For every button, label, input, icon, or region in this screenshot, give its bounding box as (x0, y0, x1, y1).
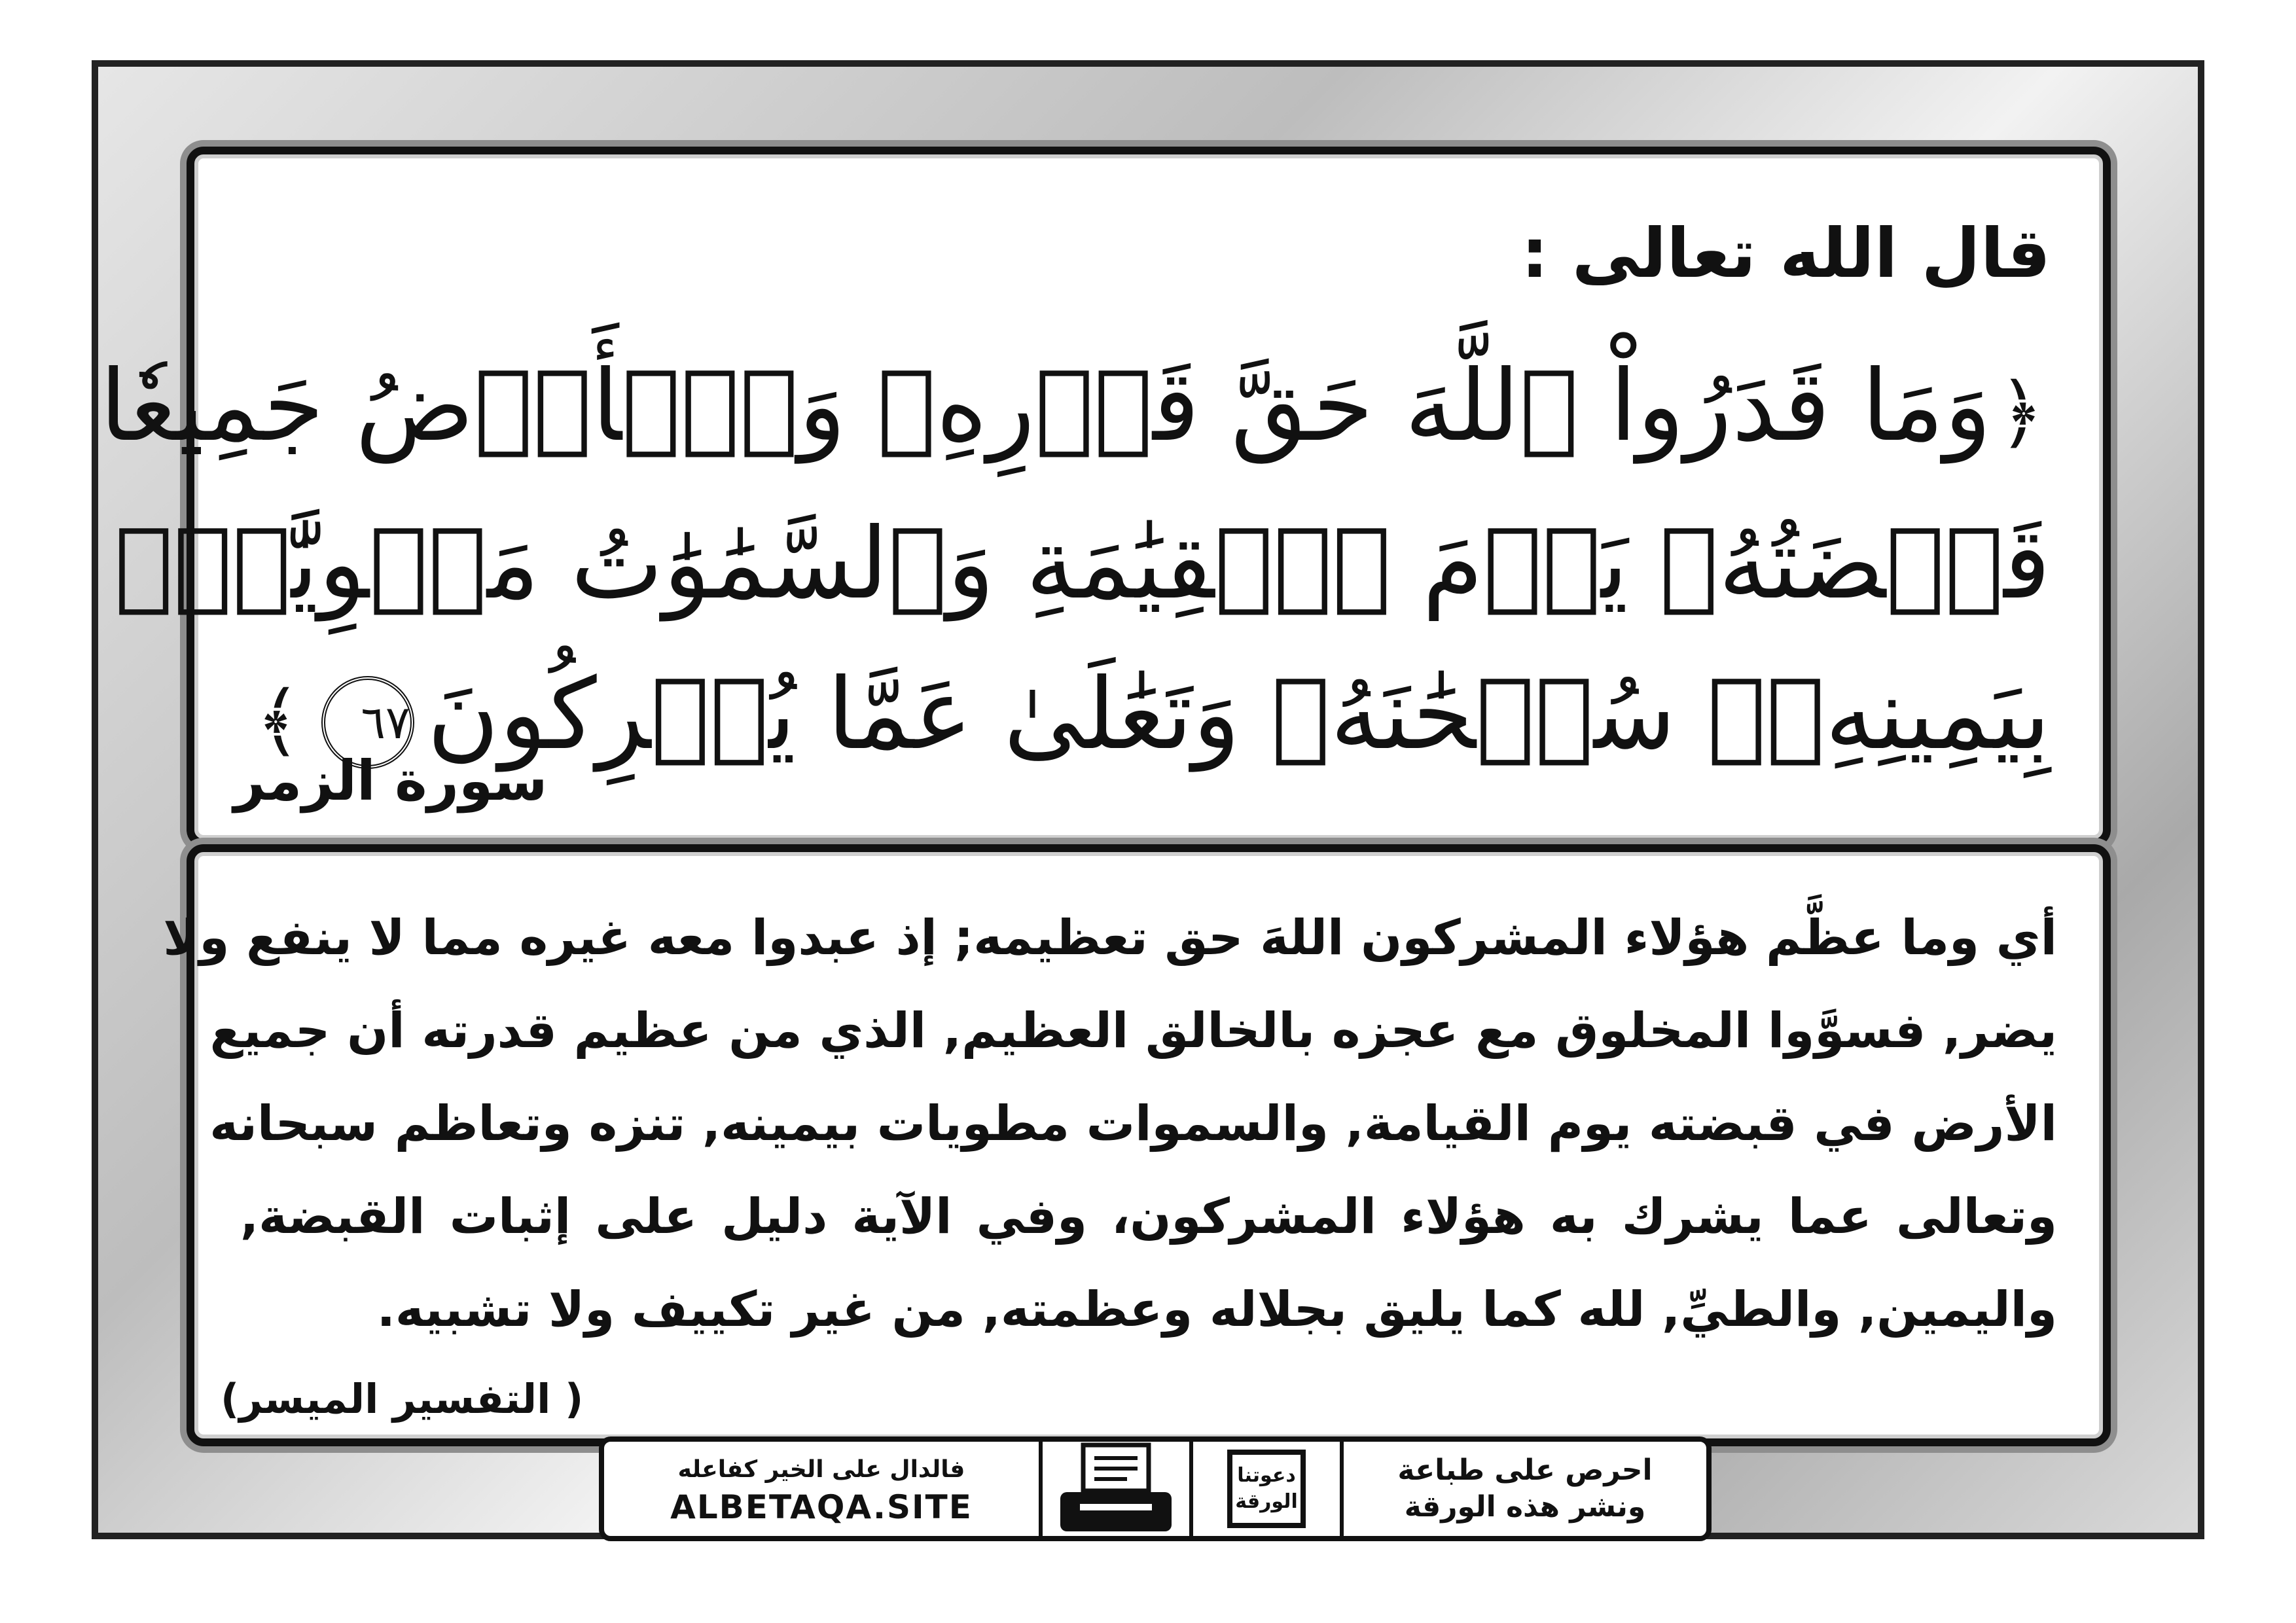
footer-print-request (1340, 1442, 1706, 1536)
verse-line-2: قَبۡضَتُهُۥ يَوۡمَ ٱلۡقِيَٰمَةِ وَٱلسَّمَٰوَٰتُ مَطۡوِيَّٰتُۢ (114, 507, 2051, 621)
verse-panel (99, 147, 2111, 847)
heading: قال الله تعالى : (1521, 213, 2051, 293)
verse-line-3-text: بِيَمِينِهِۦۚ سُبۡحَٰنَهُۥ وَتَعَٰلَىٰ عَمَّا يُشۡرِكُونَ (427, 658, 2051, 772)
verse-line-1-text: وَمَا قَدَرُواْ ٱللَّهَ حَقَّ قَدۡرِهِۦ وَٱلۡأَرۡضُ جَمِيعٗا (99, 349, 1992, 463)
surah-name: سورة الزمر (234, 749, 548, 813)
tafsir-line-1: أي وما عظَّم هؤلاء المشركون اللهَ حق تعظيمه; إذ عبدوا معه غيره مما لا ينفع ولا (163, 910, 2057, 966)
tafsir-line-3: الأرض في قبضته يوم القيامة, والسموات مطويات بيمينه, تنزه وتعاظم سبحانه (209, 1096, 2057, 1152)
footer-bar (599, 1436, 1712, 1541)
footer-site-cell (604, 1442, 1039, 1536)
tafsir-source: ( التفسير الميسر) (221, 1375, 584, 1423)
tafsir-block (163, 891, 2057, 1356)
footer-printer-cell (1039, 1442, 1189, 1536)
verse-line-3 (255, 639, 2051, 797)
footer-slogan: فالدال على الخير كفاعله (677, 1456, 965, 1483)
dawatuna-logo (1227, 1450, 1306, 1528)
verse-close-bracket: ﴾ (255, 676, 302, 767)
printer-icon (1054, 1440, 1178, 1538)
footer-logo-cell (1189, 1442, 1340, 1536)
tafsir-line-5: واليمين, والطيِّ, لله كما يليق بجلاله وعظمته, من غير تكييف ولا تشبيه. (376, 1281, 2057, 1338)
tafsir-panel (163, 844, 2111, 1446)
footer-site-link[interactable]: ALBETAQA.SITE (670, 1488, 973, 1526)
footer-print-line-1: احرص على طباعة (1397, 1454, 1653, 1487)
verse-open-bracket: ﴿ (1998, 368, 2044, 459)
verse-line-1 (99, 331, 2051, 489)
ayah-number-marker: ٦٧ (321, 676, 414, 769)
footer-print-line-2: ونشر هذه الورقة (1404, 1490, 1646, 1524)
tafsir-line-4: وتعالى عما يشرك به هؤلاء المشركون، وفي الآية دليل على إثبات القبضة, (240, 1188, 2057, 1245)
logo-line-1: دعوتنا (1237, 1464, 1296, 1487)
tafsir-line-2: يضر, فسوَّوا المخلوق مع عجزه بالخالق العظيم, الذي من عظيم قدرته أن جميع (209, 1003, 2057, 1059)
logo-line-2: الورقة (1235, 1490, 1298, 1513)
verse-block (99, 331, 2051, 797)
